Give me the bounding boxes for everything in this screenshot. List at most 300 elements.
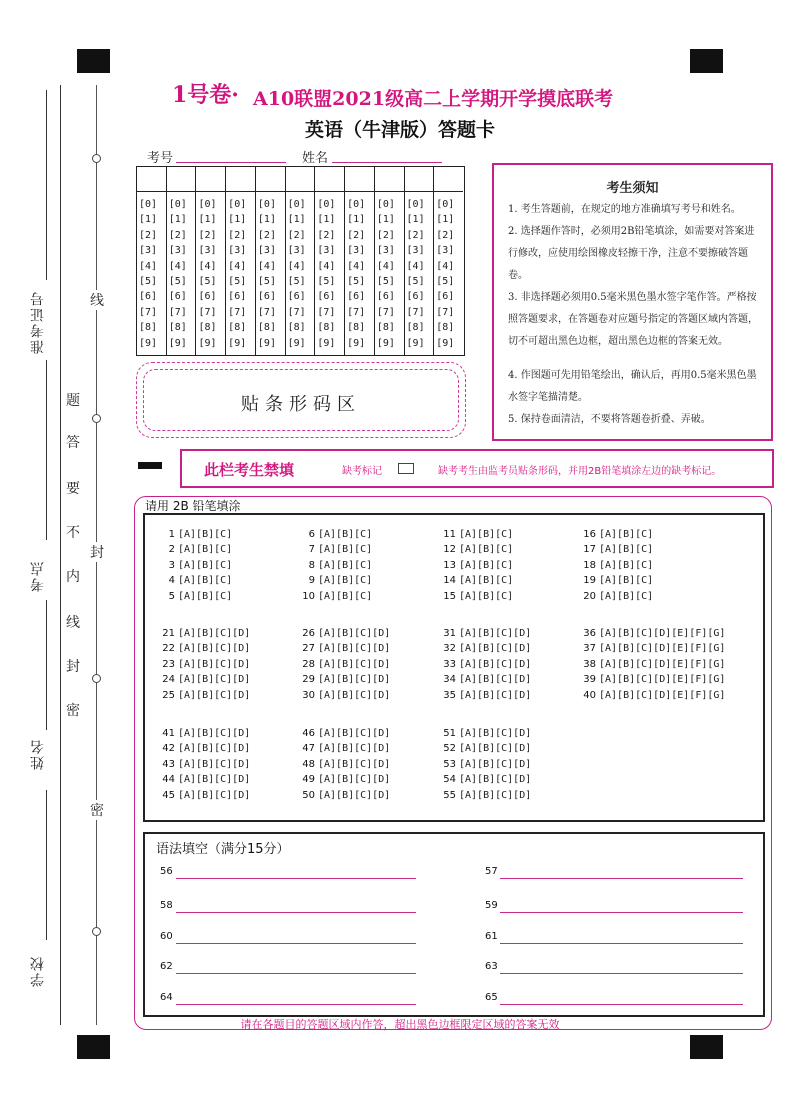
mc-question[interactable] <box>297 674 390 685</box>
mc-question-number: 17 <box>583 544 596 556</box>
mc-question-number: 41 <box>162 728 175 739</box>
mc-options[interactable]: [A][B][C] <box>178 544 233 556</box>
digit-bubble[interactable]: [5] <box>406 276 425 287</box>
mc-question[interactable] <box>157 591 232 602</box>
mc-question-number: 31 <box>443 628 456 639</box>
mc-question[interactable] <box>297 591 372 602</box>
exam-number-digit-box[interactable] <box>256 167 285 192</box>
mc-options[interactable]: [A][B][C] <box>599 529 654 540</box>
mc-options[interactable]: [A][B][C][D] <box>459 758 532 770</box>
mc-options[interactable]: [A][B][C][D] <box>178 728 251 739</box>
mc-question-number: 7 <box>308 544 315 556</box>
digit-bubble[interactable]: [6] <box>317 291 336 303</box>
side-name-label: 姓名 <box>30 738 46 770</box>
mc-question[interactable] <box>297 544 372 555</box>
digit-bubble[interactable]: [5] <box>376 276 395 287</box>
exam-no-label: 考号 <box>147 151 174 166</box>
digit-bubble[interactable]: [3] <box>257 245 276 257</box>
mc-question-number: 2 <box>168 544 175 556</box>
digit-bubble[interactable]: [7] <box>376 306 395 318</box>
digit-bubble[interactable]: [5] <box>168 276 187 287</box>
fill-answer-line[interactable] <box>500 973 743 974</box>
mc-question-number: 44 <box>162 774 175 786</box>
digit-bubble[interactable]: [4] <box>347 260 366 272</box>
mc-question[interactable] <box>157 643 250 654</box>
digit-bubble[interactable]: [9] <box>376 337 395 349</box>
mc-question[interactable] <box>578 544 653 555</box>
digit-bubble[interactable]: [1] <box>228 214 247 226</box>
digit-bubble[interactable]: [1] <box>406 214 425 226</box>
digit-bubble[interactable]: [7] <box>228 306 247 318</box>
digit-bubble[interactable]: [7] <box>406 306 425 318</box>
mc-options[interactable]: [A][B][C][D] <box>459 689 532 701</box>
seal-char-mi: 密 <box>90 800 104 820</box>
digit-bubble[interactable]: [0] <box>198 199 217 210</box>
mc-options[interactable]: [A][B][C] <box>318 590 373 602</box>
mc-question[interactable] <box>438 774 531 785</box>
exam-number-digit-box[interactable] <box>167 167 196 192</box>
mc-question[interactable] <box>578 575 653 586</box>
mc-question[interactable] <box>438 643 531 654</box>
exam-no-field[interactable] <box>176 162 286 163</box>
mc-options[interactable]: [A][B][C][D] <box>459 789 532 801</box>
warning-char: 答 <box>66 435 80 451</box>
mc-options[interactable]: [A][B][C][D] <box>178 774 251 786</box>
digit-bubble[interactable]: [1] <box>317 214 336 226</box>
mc-question[interactable] <box>157 659 250 670</box>
digit-bubble[interactable]: [5] <box>287 276 306 287</box>
mc-question[interactable] <box>297 743 390 754</box>
name-field[interactable] <box>332 162 442 163</box>
mc-options[interactable]: [A][B][C][D] <box>459 658 532 670</box>
mc-question[interactable] <box>297 690 390 701</box>
mc-options[interactable]: [A][B][C] <box>318 529 373 540</box>
exam-number-column <box>375 167 405 355</box>
exam-number-column <box>137 167 167 355</box>
mc-question-number: 22 <box>162 643 175 655</box>
mc-question[interactable] <box>297 628 390 639</box>
mc-question[interactable] <box>297 728 390 739</box>
mc-question[interactable] <box>438 659 531 670</box>
mc-options[interactable]: [A][B][C] <box>318 575 373 587</box>
mc-options[interactable]: [A][B][C][D] <box>318 743 391 755</box>
mc-question[interactable] <box>157 690 250 701</box>
digit-bubble[interactable]: [8] <box>228 322 247 334</box>
fill-number: 65 <box>485 992 498 1003</box>
side-venue-line <box>46 600 47 730</box>
digit-bubble[interactable]: [8] <box>139 322 158 334</box>
mc-question-number: 48 <box>302 758 315 770</box>
digit-bubble[interactable]: [8] <box>347 322 366 334</box>
digit-bubble[interactable]: [8] <box>287 322 306 334</box>
digit-bubble[interactable]: [5] <box>317 276 336 287</box>
digit-bubble[interactable]: [1] <box>168 214 187 226</box>
mc-options[interactable]: [A][B][C][D] <box>459 643 532 655</box>
exam-number-digit-box[interactable] <box>345 167 374 192</box>
binding-hole <box>92 154 101 163</box>
digit-bubble[interactable]: [2] <box>436 229 455 241</box>
absent-checkbox[interactable] <box>398 463 414 474</box>
exam-number-digit-box[interactable] <box>434 167 463 192</box>
mc-question[interactable] <box>438 790 531 801</box>
mc-options[interactable]: [A][B][C][D] <box>178 758 251 770</box>
digit-bubble[interactable]: [2] <box>257 229 276 241</box>
digit-bubble[interactable]: [6] <box>436 291 455 303</box>
mc-question-number: 46 <box>302 728 315 739</box>
digit-bubble[interactable]: [2] <box>317 229 336 241</box>
digit-bubble[interactable]: [4] <box>376 260 395 272</box>
mc-question[interactable] <box>297 774 390 785</box>
side-ticket-line-2 <box>46 360 47 540</box>
exam-number-column <box>286 167 316 355</box>
digit-bubble[interactable]: [3] <box>287 245 306 257</box>
mc-question-number: 50 <box>302 789 315 801</box>
fill-number: 64 <box>160 992 173 1003</box>
digit-bubble[interactable]: [0] <box>168 199 187 210</box>
fill-answer-line[interactable] <box>500 912 743 913</box>
mc-question[interactable] <box>438 560 513 571</box>
digit-bubble[interactable]: [9] <box>257 337 276 349</box>
digit-bubble[interactable]: [6] <box>406 291 425 303</box>
digit-bubble[interactable]: [9] <box>228 337 247 349</box>
mc-options[interactable]: [A][B][C] <box>178 575 233 587</box>
mc-question[interactable] <box>297 560 372 571</box>
exam-number-digit-box[interactable] <box>405 167 434 192</box>
mc-options[interactable]: [A][B][C][D] <box>318 689 391 701</box>
mc-options[interactable]: [A][B][C][D][E][F][G] <box>599 628 726 639</box>
exam-number-column <box>434 167 463 355</box>
mc-options[interactable]: [A][B][C] <box>599 559 654 571</box>
digit-bubble[interactable]: [4] <box>436 260 455 272</box>
digit-bubble[interactable]: [9] <box>406 337 425 349</box>
mc-question[interactable] <box>438 628 531 639</box>
digit-bubble[interactable]: [0] <box>287 199 306 210</box>
fill-number: 63 <box>485 961 498 972</box>
mc-question[interactable] <box>578 690 725 701</box>
mc-question-number: 21 <box>162 628 175 639</box>
mc-question-number: 55 <box>443 789 456 801</box>
notice-item: 4. 作图题可先用铅笔绘出，确认后，再用0.5毫米黑色墨水签字笔描清楚。 <box>508 370 757 403</box>
mc-question-number: 30 <box>302 689 315 701</box>
mc-options[interactable]: [A][B][C] <box>599 544 654 556</box>
digit-bubble[interactable]: [2] <box>406 229 425 241</box>
digit-bubble[interactable]: [9] <box>317 337 336 349</box>
mc-options[interactable]: [A][B][C][D] <box>178 674 251 686</box>
mc-question[interactable] <box>157 575 232 586</box>
mc-options[interactable]: [A][B][C][D][E][F][G] <box>599 658 726 670</box>
digit-bubble[interactable]: [1] <box>198 214 217 226</box>
mc-options[interactable]: [A][B][C] <box>459 575 514 587</box>
digit-bubble[interactable]: [7] <box>436 306 455 318</box>
mc-question-number: 27 <box>302 643 315 655</box>
mc-options[interactable]: [A][B][C][D] <box>459 628 532 639</box>
digit-bubble[interactable]: [1] <box>376 214 395 226</box>
exam-number-digit-box[interactable] <box>196 167 225 192</box>
fill-number: 60 <box>160 931 173 942</box>
digit-bubble[interactable]: [0] <box>228 199 247 210</box>
barcode-label: 贴条形码区 <box>241 394 361 415</box>
mc-options[interactable]: [A][B][C] <box>459 529 514 540</box>
digit-bubble[interactable]: [7] <box>198 306 217 318</box>
absent-label: 缺考标记 <box>342 466 382 477</box>
exam-number-digit-box[interactable] <box>286 167 315 192</box>
mc-options[interactable]: [A][B][C][D] <box>178 743 251 755</box>
mc-options[interactable]: [A][B][C][D] <box>318 758 391 770</box>
binding-line-left <box>60 85 61 1025</box>
mc-options[interactable]: [A][B][C][D] <box>178 658 251 670</box>
exam-number-digit-box[interactable] <box>137 167 166 192</box>
mc-options[interactable]: [A][B][C][D] <box>459 728 532 739</box>
mc-options[interactable]: [A][B][C][D] <box>318 658 391 670</box>
digit-bubble[interactable]: [6] <box>376 291 395 303</box>
digit-bubble[interactable]: [2] <box>347 229 366 241</box>
mc-question[interactable] <box>157 790 250 801</box>
mc-question[interactable] <box>157 529 232 540</box>
digit-bubble[interactable]: [4] <box>406 260 425 272</box>
mc-question[interactable] <box>157 628 250 639</box>
mc-question[interactable] <box>438 690 531 701</box>
exam-number-column <box>405 167 435 355</box>
digit-bubble[interactable]: [6] <box>139 291 158 303</box>
mc-options[interactable]: [A][B][C][D] <box>459 774 532 786</box>
digit-bubble[interactable]: [7] <box>347 306 366 318</box>
mc-question[interactable] <box>578 674 725 685</box>
mc-question[interactable] <box>438 759 531 770</box>
fill-answer-line[interactable] <box>500 1004 743 1005</box>
mc-question[interactable] <box>157 728 250 739</box>
digit-bubble[interactable]: [8] <box>257 322 276 334</box>
mc-options[interactable]: [A][B][C] <box>178 590 233 602</box>
mc-options[interactable]: [A][B][C] <box>599 590 654 602</box>
notice-item: 1. 考生答题前，在规定的地方准确填写考号和姓名。 <box>508 204 741 215</box>
digit-bubble[interactable]: [8] <box>198 322 217 334</box>
digit-bubble[interactable]: [8] <box>406 322 425 334</box>
digit-bubble[interactable]: [5] <box>139 276 158 287</box>
mc-options[interactable]: [A][B][C][D][E][F][G] <box>599 689 726 701</box>
mc-options[interactable]: [A][B][C][D] <box>318 789 391 801</box>
mc-options[interactable]: [A][B][C][D] <box>178 628 251 639</box>
digit-bubble[interactable]: [2] <box>287 229 306 241</box>
mc-question-number: 39 <box>583 674 596 686</box>
mc-question[interactable] <box>157 674 250 685</box>
digit-bubble[interactable]: [1] <box>139 214 158 226</box>
digit-bubble[interactable]: [9] <box>168 337 187 349</box>
side-name-line <box>46 790 47 940</box>
seal-char-xian: 线 <box>90 290 104 310</box>
digit-bubble[interactable]: [4] <box>168 260 187 272</box>
digit-bubble[interactable]: [5] <box>436 276 455 287</box>
digit-bubble[interactable]: [0] <box>257 199 276 210</box>
mc-options[interactable]: [A][B][C][D][E][F][G] <box>599 643 726 655</box>
mc-question[interactable] <box>297 643 390 654</box>
exam-number-column <box>256 167 286 355</box>
digit-bubble[interactable]: [0] <box>317 199 336 210</box>
mc-question[interactable] <box>157 560 232 571</box>
digit-bubble[interactable]: [3] <box>376 245 395 257</box>
mc-options[interactable]: [A][B][C][D] <box>459 743 532 755</box>
mc-options[interactable]: [A][B][C][D] <box>178 689 251 701</box>
digit-bubble[interactable]: [7] <box>139 306 158 318</box>
digit-bubble[interactable]: [9] <box>198 337 217 349</box>
fill-answer-line[interactable] <box>176 943 416 944</box>
seal-char-feng: 封 <box>90 542 104 562</box>
mc-options[interactable]: [A][B][C] <box>178 559 233 571</box>
mc-options[interactable]: [A][B][C][D] <box>178 789 251 801</box>
mc-question[interactable] <box>578 560 653 571</box>
digit-bubble[interactable]: [3] <box>198 245 217 257</box>
mc-options[interactable]: [A][B][C] <box>459 559 514 571</box>
mc-question[interactable] <box>438 529 513 540</box>
mc-question-number: 37 <box>583 643 596 655</box>
mc-options[interactable]: [A][B][C][D] <box>318 728 391 739</box>
mc-options[interactable]: [A][B][C][D] <box>459 674 532 686</box>
mc-options[interactable]: [A][B][C] <box>459 544 514 556</box>
digit-bubble[interactable]: [7] <box>168 306 187 318</box>
mc-question-number: 49 <box>302 774 315 786</box>
digit-bubble[interactable]: [5] <box>347 276 366 287</box>
digit-bubble[interactable]: [1] <box>257 214 276 226</box>
digit-bubble[interactable]: [8] <box>317 322 336 334</box>
digit-bubble[interactable]: [2] <box>198 229 217 241</box>
digit-bubble[interactable]: [3] <box>317 245 336 257</box>
warning-char: 要 <box>66 481 80 497</box>
digit-bubble[interactable]: [4] <box>257 260 276 272</box>
digit-bubble[interactable]: [6] <box>168 291 187 303</box>
mc-options[interactable]: [A][B][C][D] <box>318 674 391 686</box>
fill-answer-line[interactable] <box>500 943 743 944</box>
fill-answer-line[interactable] <box>176 912 416 913</box>
mc-question[interactable] <box>157 544 232 555</box>
digit-bubble[interactable]: [4] <box>228 260 247 272</box>
mc-question[interactable] <box>438 544 513 555</box>
digit-bubble[interactable]: [3] <box>347 245 366 257</box>
digit-bubble[interactable]: [6] <box>347 291 366 303</box>
digit-bubble[interactable]: [4] <box>139 260 158 272</box>
digit-bubble[interactable]: [5] <box>228 276 247 287</box>
mc-options[interactable]: [A][B][C] <box>599 575 654 587</box>
digit-bubble[interactable]: [3] <box>139 245 158 257</box>
digit-bubble[interactable]: [6] <box>287 291 306 303</box>
digit-bubble[interactable]: [9] <box>287 337 306 349</box>
mc-question-number: 16 <box>583 529 596 540</box>
warning-char: 题 <box>66 393 80 409</box>
digit-bubble[interactable]: [8] <box>376 322 395 334</box>
digit-bubble[interactable]: [2] <box>168 229 187 241</box>
digit-bubble[interactable]: [8] <box>168 322 187 334</box>
mc-question-number: 1 <box>168 529 175 540</box>
mc-question[interactable] <box>297 790 390 801</box>
mc-options[interactable]: [A][B][C] <box>459 590 514 602</box>
mc-question-number: 15 <box>443 590 456 602</box>
mc-question[interactable] <box>297 529 372 540</box>
digit-bubble[interactable]: [4] <box>317 260 336 272</box>
card-subtitle: 英语（牛津版）答题卡 <box>304 119 495 141</box>
digit-bubble[interactable]: [3] <box>228 245 247 257</box>
digit-bubble[interactable]: [5] <box>198 276 217 287</box>
mc-options[interactable]: [A][B][C] <box>318 559 373 571</box>
digit-bubble[interactable]: [6] <box>228 291 247 303</box>
digit-bubble[interactable]: [1] <box>436 214 455 226</box>
digit-bubble[interactable]: [9] <box>436 337 455 349</box>
mc-question[interactable] <box>438 743 531 754</box>
digit-bubble[interactable]: [9] <box>347 337 366 349</box>
mc-question-number: 19 <box>583 575 596 587</box>
notice-item: 5. 保持卷面清洁，不要将答题卷折叠、弄破。 <box>508 414 711 425</box>
mc-question[interactable] <box>438 575 513 586</box>
mc-options[interactable]: [A][B][C][D] <box>178 643 251 655</box>
mc-question[interactable] <box>297 759 390 770</box>
digit-bubble[interactable]: [0] <box>436 199 455 210</box>
exam-number-digit-box[interactable] <box>375 167 404 192</box>
digit-bubble[interactable]: [3] <box>436 245 455 257</box>
digit-bubble[interactable]: [6] <box>257 291 276 303</box>
exam-number-digit-box[interactable] <box>315 167 344 192</box>
fill-answer-line[interactable] <box>176 973 416 974</box>
mc-question[interactable] <box>157 759 250 770</box>
mc-question[interactable] <box>578 628 725 639</box>
digit-bubble[interactable]: [1] <box>347 214 366 226</box>
digit-bubble[interactable]: [4] <box>198 260 217 272</box>
exam-number-digit-box[interactable] <box>226 167 255 192</box>
fill-number: 59 <box>485 900 498 911</box>
digit-bubble[interactable]: [4] <box>287 260 306 272</box>
fill-answer-line[interactable] <box>500 878 743 879</box>
mc-options[interactable]: [A][B][C] <box>178 529 233 540</box>
warning-char: 封 <box>66 659 80 675</box>
digit-bubble[interactable]: [0] <box>139 199 158 210</box>
mc-question[interactable] <box>438 674 531 685</box>
mc-options[interactable]: [A][B][C][D] <box>318 628 391 639</box>
mc-question-number: 9 <box>308 575 315 587</box>
digit-bubble[interactable]: [7] <box>287 306 306 318</box>
mc-question[interactable] <box>578 529 653 540</box>
digit-bubble[interactable]: [3] <box>168 245 187 257</box>
digit-bubble[interactable]: [0] <box>347 199 366 210</box>
digit-bubble[interactable]: [2] <box>139 229 158 241</box>
staff-only-title: 此栏考生禁填 <box>204 461 295 479</box>
fill-answer-line[interactable] <box>176 1004 416 1005</box>
digit-bubble[interactable]: [5] <box>257 276 276 287</box>
digit-bubble[interactable]: [9] <box>139 337 158 349</box>
digit-bubble[interactable]: [1] <box>287 214 306 226</box>
mc-question[interactable] <box>297 575 372 586</box>
mc-options[interactable]: [A][B][C] <box>318 544 373 556</box>
mc-options[interactable]: [A][B][C][D] <box>318 643 391 655</box>
mc-question[interactable] <box>297 659 390 670</box>
mc-question[interactable] <box>578 643 725 654</box>
mc-question[interactable] <box>438 728 531 739</box>
barcode-area <box>136 362 466 438</box>
digit-bubble[interactable]: [2] <box>376 229 395 241</box>
mc-question-number: 53 <box>443 758 456 770</box>
fill-answer-line[interactable] <box>176 878 416 879</box>
mc-options[interactable]: [A][B][C][D][E][F][G] <box>599 674 726 686</box>
digit-bubble[interactable]: [0] <box>376 199 395 210</box>
mc-question[interactable] <box>157 774 250 785</box>
digit-bubble[interactable]: [7] <box>257 306 276 318</box>
mc-options[interactable]: [A][B][C][D] <box>318 774 391 786</box>
digit-bubble[interactable]: [0] <box>406 199 425 210</box>
digit-bubble[interactable]: [2] <box>228 229 247 241</box>
mc-question[interactable] <box>157 743 250 754</box>
digit-bubble[interactable]: [7] <box>317 306 336 318</box>
digit-bubble[interactable]: [3] <box>406 245 425 257</box>
mc-question[interactable] <box>578 659 725 670</box>
mc-question[interactable] <box>578 591 653 602</box>
digit-bubble[interactable]: [6] <box>198 291 217 303</box>
digit-bubble[interactable]: [8] <box>436 322 455 334</box>
mc-question[interactable] <box>438 591 513 602</box>
